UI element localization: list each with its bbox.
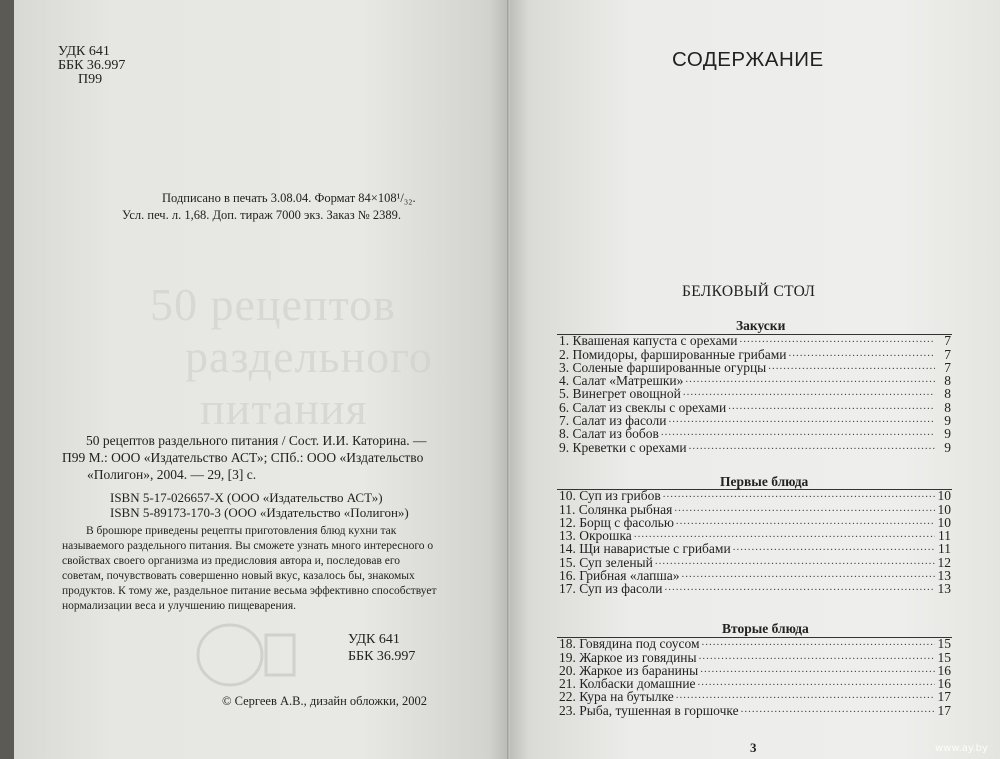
toc-page: 7 (944, 333, 951, 349)
toc-page: 10 (937, 488, 951, 504)
faded-publisher-logo (190, 615, 300, 695)
leader-dots (733, 540, 935, 554)
toc-page: 10 (937, 501, 951, 517)
leader-dots (702, 635, 935, 649)
toc-page: 16 (937, 676, 951, 692)
leader-dots (634, 527, 935, 541)
toc-label: 18. Говядина под соусом (559, 636, 700, 652)
toc-label: 2. Помидоры, фаршированные грибами (559, 346, 787, 362)
leader-dots (655, 554, 935, 568)
toc-label: 7. Салат из фасоли (559, 413, 667, 429)
page-number: 3 (750, 740, 757, 755)
toc-page: 12 (937, 554, 951, 570)
imprint-codes (58, 45, 125, 87)
toc-page: 17 (937, 689, 951, 705)
leader-dots (674, 501, 935, 515)
bbk-code: ББК 36.997 (58, 58, 126, 73)
leader-dots (741, 702, 935, 716)
leader-dots (676, 688, 935, 702)
toc-row (559, 704, 951, 717)
toc-label: 21. Колбаски домашние (559, 676, 696, 692)
toc-group-1 (559, 335, 951, 455)
toc-label: 8. Салат из бобов (559, 426, 659, 442)
signing-line-1: Подписано в печать 3.08.04. Формат 84×108¹/₃₂. (162, 191, 416, 205)
group-heading-first-courses: Первые блюда (720, 474, 809, 489)
bib-line-2: П99 М.: ООО «Издательство АСТ»; СПб.: ООО «Издательство (62, 450, 424, 465)
toc-label: 9. Креветки с орехами (559, 439, 687, 455)
leader-dots (700, 662, 935, 676)
isbn-2: ISBN 5-89173-170-3 (ООО «Издательство «Полигон») (110, 505, 409, 520)
toc-label: 17. Суп из фасоли (559, 581, 663, 597)
author-sign: П99 (78, 72, 103, 87)
leader-dots (664, 580, 935, 594)
toc-label: 16. Грибная «лапша» (559, 568, 680, 584)
toc-page: 11 (938, 528, 951, 544)
toc-label: 11. Солянка рыбная (559, 501, 673, 517)
toc-label: 13. Окрошка (559, 528, 632, 544)
leader-dots (676, 514, 935, 528)
ghost-title-line-3: питания (200, 383, 368, 434)
toc-label: 14. Щи наваристые с грибами (559, 541, 731, 557)
toc-page: 13 (937, 568, 951, 584)
toc-page: 7 (944, 359, 951, 375)
leader-dots (698, 675, 935, 689)
toc-page: 15 (937, 636, 951, 652)
toc-page: 8 (944, 386, 951, 402)
leader-dots (682, 567, 935, 581)
bib-line-1: 50 рецептов раздельного питания / Сост. И.И. Каторина. — (86, 433, 427, 448)
toc-page: 8 (944, 399, 951, 415)
leader-dots (768, 359, 935, 373)
signing-line-2: Усл. печ. л. 1,68. Доп. тираж 7000 экз. Заказ № 2389. (122, 208, 401, 222)
bbk-bottom: ББК 36.997 (348, 649, 416, 664)
watermark: www.ay.by (935, 743, 988, 754)
toc-page: 10 (937, 514, 951, 530)
toc-page: 13 (937, 581, 951, 597)
toc-group-2 (559, 490, 951, 596)
toc-page: 11 (938, 541, 951, 557)
toc-label: 6. Салат из свеклы с орехами (559, 399, 727, 415)
toc-group-3 (559, 638, 951, 718)
toc-label: 4. Салат «Матрешки» (559, 373, 684, 389)
abstract: В брошюре приведены рецепты приготовления блюд кухни так называемого раздельного питания. Вы сможете узнать много интересного о свойствах своего организма из предисловия автора и, последовав его советам, почувствовать совершенно новый вкус, казалось бы, знакомых продуктов. К тому же, раздельное питание весьма эффективно способствует нормализации веса и улучшению пищеварения. (62, 525, 437, 612)
bib-line-3: «Полигон», 2004. — 29, [3] с. (87, 467, 257, 482)
section-heading: БЕЛКОВЫЙ СТОЛ (682, 283, 816, 300)
udk-bottom-1: УДК 641 (348, 632, 400, 647)
toc-label: 23. Рыба, тушенная в горшочке (559, 702, 739, 718)
leader-dots (789, 346, 935, 360)
contents-title: СОДЕРЖАНИЕ (672, 48, 824, 71)
toc-label: 5. Винегрет овощной (559, 386, 681, 402)
toc-label: 12. Борщ с фасолью (559, 514, 674, 530)
toc-page: 9 (944, 426, 951, 442)
toc-row (559, 583, 951, 596)
printing-details (122, 190, 416, 224)
toc-page: 16 (937, 662, 951, 678)
bibliographic-entry (62, 432, 442, 483)
toc-label: 22. Кура на бутылке (559, 689, 674, 705)
toc-page: 8 (944, 373, 951, 389)
toc-label: 1. Квашеная капуста с орехами (559, 333, 738, 349)
toc-page: 9 (944, 413, 951, 429)
toc-label: 3. Соленые фаршированные огурцы (559, 359, 767, 375)
leader-dots (661, 425, 935, 439)
leader-dots (739, 332, 935, 346)
leader-dots (668, 412, 935, 426)
udk-bottom (348, 631, 415, 665)
udk-code: УДК 641 (58, 44, 110, 59)
isbn-block (110, 490, 409, 520)
leader-dots (663, 487, 935, 501)
toc-label: 10. Суп из грибов (559, 488, 661, 504)
toc-row (559, 441, 951, 454)
toc-label: 20. Жаркое из баранины (559, 662, 699, 678)
group-heading-second-courses: Вторые блюда (722, 621, 809, 636)
toc-page: 15 (937, 649, 951, 665)
leader-dots (683, 385, 935, 399)
toc-page: 17 (937, 702, 951, 718)
ghost-title-line-1: 50 рецептов (150, 279, 396, 330)
leader-dots (685, 372, 935, 386)
toc-label: 15. Суп зеленый (559, 554, 653, 570)
toc-label: 19. Жаркое из говядины (559, 649, 697, 665)
leader-dots (728, 399, 935, 413)
toc-page: 9 (944, 439, 951, 455)
copyright-line: © Сергеев А.В., дизайн обложки, 2002 (222, 694, 428, 708)
leader-dots (699, 649, 935, 663)
leader-dots (689, 439, 935, 453)
ghost-title-line-2: раздельного (185, 331, 433, 382)
isbn-1: ISBN 5-17-026657-X (ООО «Издательство АСТ») (110, 490, 383, 505)
toc-page: 7 (944, 346, 951, 362)
group-heading-zakuski: Закуски (736, 318, 786, 333)
